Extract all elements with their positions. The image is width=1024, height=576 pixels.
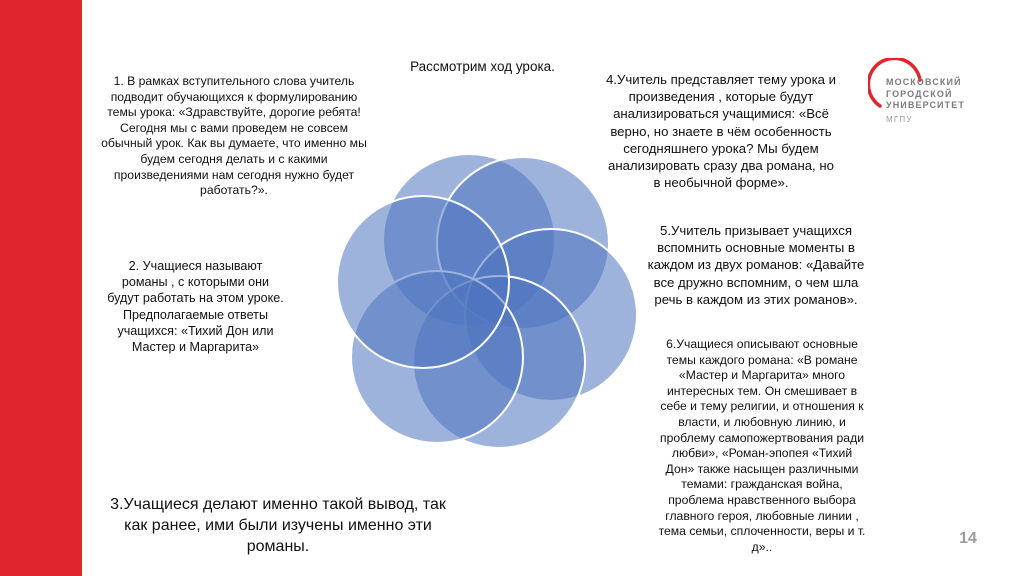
page-number: 14	[959, 530, 977, 547]
logo-abbr: МГПУ	[886, 115, 913, 124]
step-6-text: 6.Учащиеся описывают основные темы каждого романа: «В романе «Мастер и Маргарита» много интересных тем. Он смешивает в себе и тему религии, и отношения к власти, и любовную линию, и проблему самопожертвования ради любви», «Роман-эпопея «Тихий Дон» также насыщен различными темами: гражданская война, проблема нравственного выбора главного героя, любовные линии , тема семьи, сплоченности, веры и т. д»..	[658, 337, 866, 554]
step-2-text: 2. Учащиеся называют романы , с которыми они будут работать на этом уроке. Предполагаемые ответы учащихся: «Тихий Дон или Мастер и Маргарита»	[107, 259, 284, 355]
step-1-text: 1. В рамках вступительного слова учитель подводит обучающихся к формулированию темы урока: «Здравствуйте, дорогие ребята! Сегодня мы с вами проведем не совсем обычный урок. Как вы думаете, что именно мы будем сегодня делать и с какими произведениями нам сегодня нужно будет работать?».	[101, 74, 367, 198]
logo-text: МОСКОВСКИЙ ГОРОДСКОЙ УНИВЕРСИТЕТ	[886, 77, 965, 110]
university-logo	[868, 56, 998, 136]
step-5-text: 5.Учитель призывает учащихся вспомнить основные моменты в каждом из двух романов: «Давайте все дружно вспомним, о чем шла речь в каждом из этих романов».	[647, 223, 865, 307]
slide-title: Рассмотрим ход урока.	[410, 59, 555, 74]
diagram-circle-6	[337, 196, 509, 368]
step-4-text: 4.Учитель представляет тему урока и произведения , которые будут анализироваться учащимися: «Всё верно, но знаете в чём особенность сегодняшнего урока? Мы будем анализировать сразу два романа, но в необычной форме».	[605, 72, 837, 191]
step-3-text: 3.Учащиеся делают именно такой вывод, так как ранее, ими были изучены именно эти романы.	[110, 496, 446, 555]
